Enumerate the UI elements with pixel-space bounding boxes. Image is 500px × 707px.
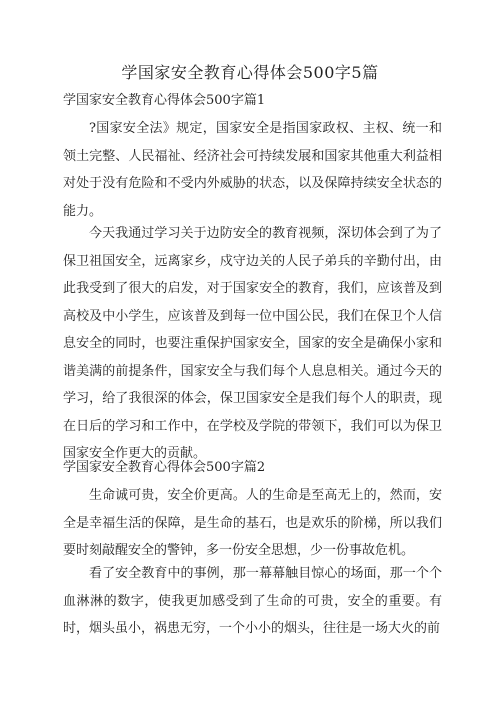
section-heading-1: 学国家安全教育心得体会500字篇1 [63,93,266,108]
paragraph: 今天我通过学习关于边防安全的教育视频，深切体会到了为了保卫祖国安全，远离家乡，戍守边关的人民子弟兵的辛勤付出，由此我受到了很大的启发，对于国家安全的教育，我们，应该普及到高校及中小学生，应该普及到每一位中国公民，我们在保卫个人信息安全的同时，也要注重保护国家安全，国家的安全是确保小家和谐美满的前提条件，国家安全与我们每个人息息相关。通过今天的学习，给了我很深的体会，保卫国家安全是我们每个人的职责，现在日后的学习和工作中，在学校及学院的带领下，我们可以为保卫国家安全作更大的贡献。 [63,226,442,461]
paragraph: ?国家安全法》规定，国家安全是指国家政权、主权、统一和领土完整、人民福祉、经济社会可持续发展和国家其他重大利益相对处于没有危险和不受内外威胁的状态，以及保障持续安全状态的能力。 [63,121,442,219]
paragraph: 看了安全教育中的事例，那一幕幕触目惊心的场面，那一个个血淋淋的数字，使我更加感受到了生命的可贵，安全的重要。有时，烟头虽小，祸患无穷，一个小小的烟头，往往是一场大火的前 [63,566,442,636]
document-title: 学国家安全教育心得体会500字5篇 [121,63,379,82]
section-heading-2: 学国家安全教育心得体会500字篇2 [63,460,266,475]
paragraph: 生命诚可贵，安全价更高。人的生命是至高无上的，然而，安全是幸福生活的保障，是生命的基石，也是欢乐的阶梯，所以我们要时刻敲醒安全的警钟，多一份安全思想，少一份事故危机。 [63,488,442,558]
